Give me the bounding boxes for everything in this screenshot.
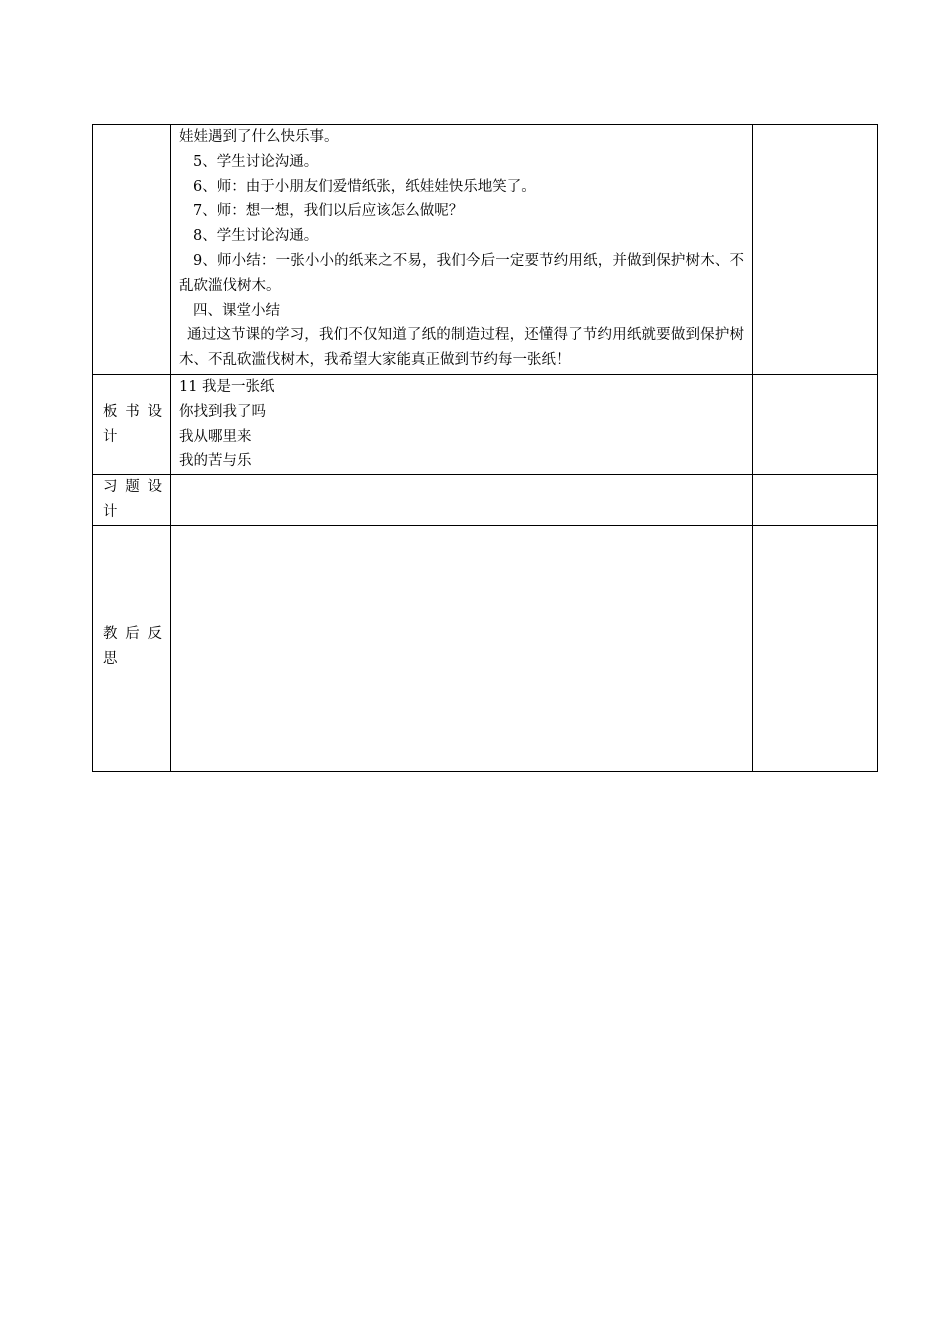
lesson-plan-table (92, 124, 878, 772)
board-line-3: 我的苦与乐 (179, 453, 252, 470)
teaching-process-row (93, 125, 878, 375)
board-design-row (93, 375, 878, 475)
reflection-notes-cell (753, 526, 878, 772)
board-line-title: 11 我是一张纸 (179, 379, 275, 395)
process-line-2: 6、师：由于小朋友们爱惜纸张，纸娃娃快乐地笑了。 (193, 178, 536, 195)
board-label-cell (93, 375, 171, 475)
reflection-label-cell (93, 526, 171, 772)
closing-paragraph: 通过这节课的学习，我们不仅知道了纸的制造过程，还懂得了节约用纸就要做到保护树木、不乱砍滥伐树木，我希望大家能真正做到节约每一张纸！ (179, 327, 744, 369)
exercise-notes-cell (753, 475, 878, 526)
board-notes-cell (753, 375, 878, 475)
process-line-4: 8、学生讨论沟通。 (193, 228, 319, 245)
board-line-1: 你找到我了吗 (179, 403, 266, 420)
exercise-label-cell (93, 475, 171, 526)
reflection-label: 教 后 反 思 (103, 626, 162, 668)
exercise-design-label: 习 题 设 计 (103, 479, 162, 521)
exercise-design-row (93, 475, 878, 526)
reflection-content-cell (171, 526, 753, 772)
reflection-row (93, 526, 878, 772)
process-line-0: 娃娃遇到了什么快乐事。 (179, 129, 339, 145)
section-heading-class-summary: 四、课堂小结 (193, 302, 280, 319)
board-design-label: 板 书 设 计 (103, 404, 162, 445)
process-notes-cell (753, 125, 878, 375)
process-line-3: 7、师：想一想，我们以后应该怎么做呢？ (193, 203, 464, 220)
board-line-2: 我从哪里来 (179, 428, 252, 445)
process-content-cell (171, 125, 753, 375)
process-line-1: 5、学生讨论沟通。 (193, 153, 319, 170)
board-content-cell (171, 375, 753, 475)
teacher-summary: 9、师小结：一张小小的纸来之不易，我们今后一定要节约用纸，并做到保护树木、不乱砍滥伐树木。 (179, 252, 744, 294)
process-label-cell (93, 125, 171, 375)
exercise-content-cell (171, 475, 753, 526)
